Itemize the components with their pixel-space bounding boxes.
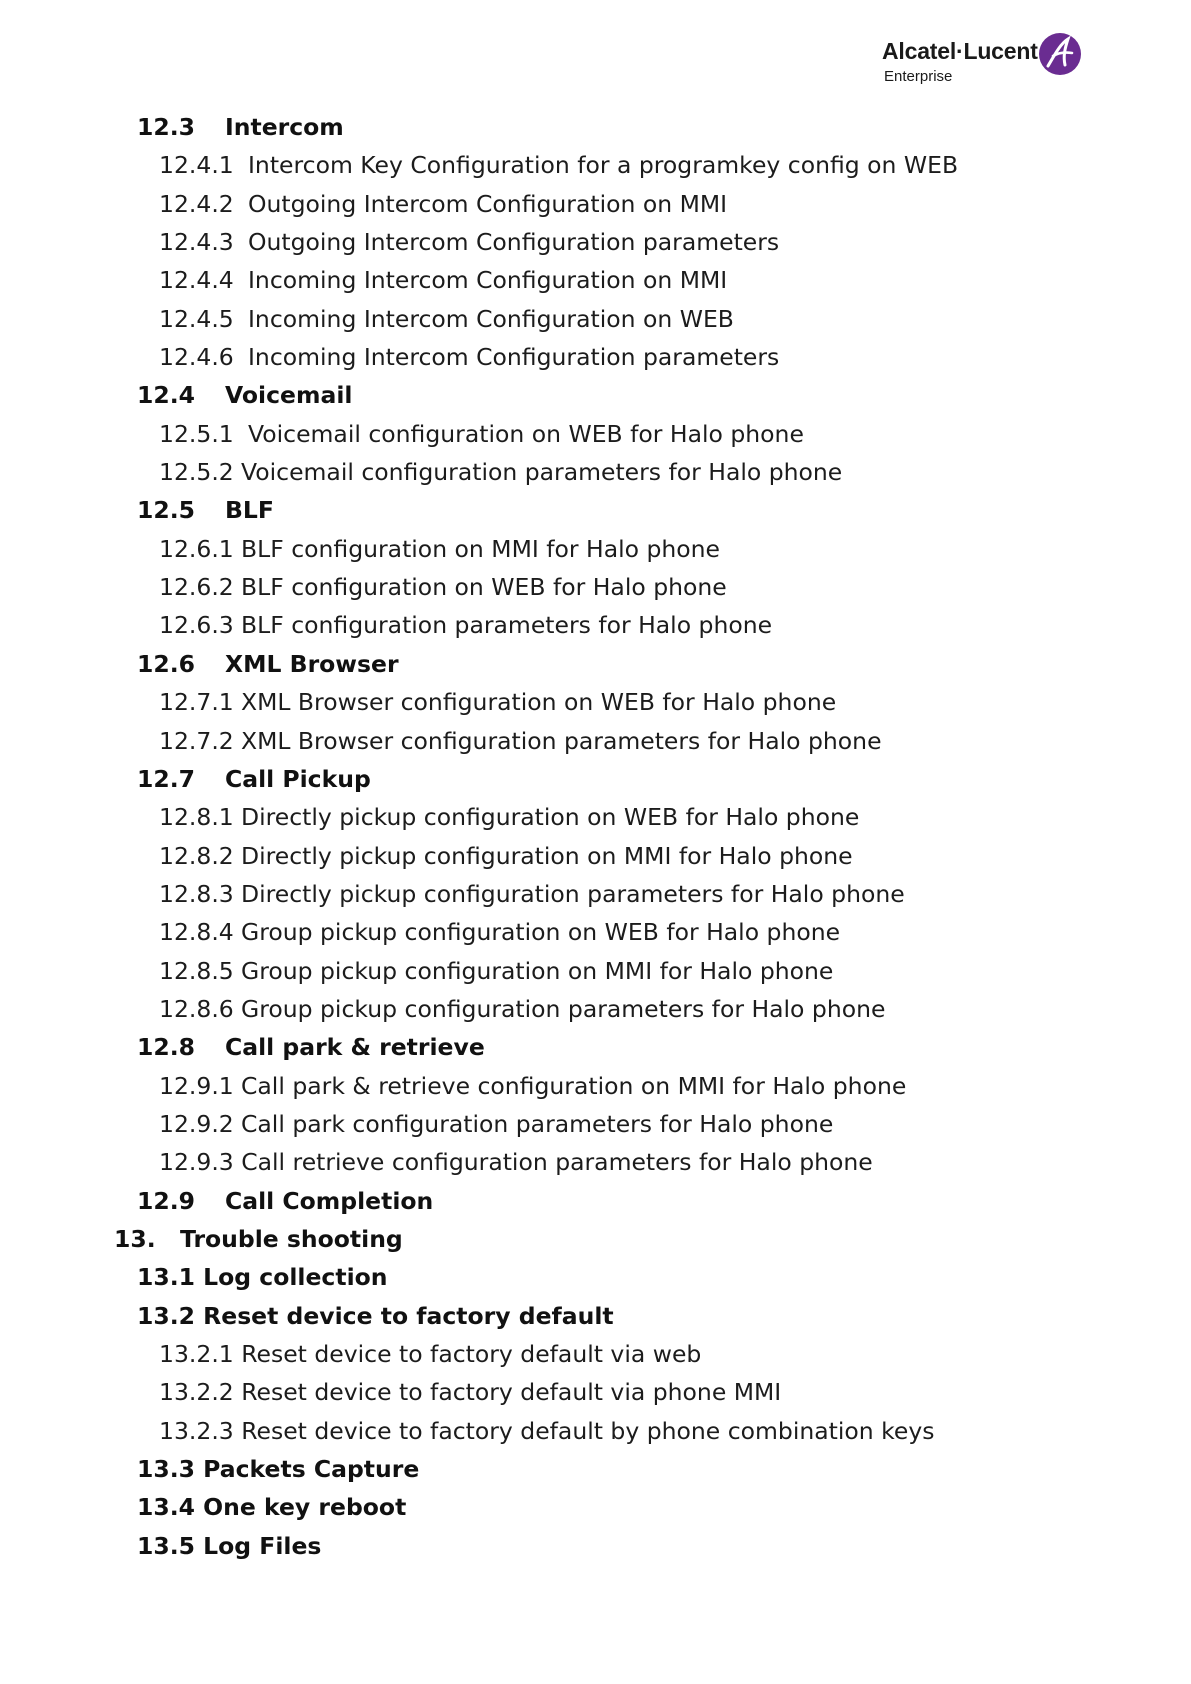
- toc-number: 12.5: [137, 496, 195, 525]
- toc-entry-13-4[interactable]: [0, 1488, 1191, 1526]
- toc-number: 12.4.3: [159, 228, 234, 257]
- toc-title: Voicemail: [225, 381, 353, 410]
- toc-entry-12-9-2[interactable]: [0, 1105, 1191, 1143]
- toc-entry-12-6-3[interactable]: [0, 606, 1191, 644]
- toc-title: Group pickup configuration on MMI for Halo phone: [241, 956, 834, 985]
- toc-entry-12-4-4[interactable]: [0, 261, 1191, 299]
- toc-entry-12-9-1[interactable]: [0, 1067, 1191, 1105]
- toc-entry-13[interactable]: [0, 1220, 1191, 1258]
- toc-number: 12.4.5: [159, 304, 234, 333]
- toc-number: 12.9.2: [159, 1109, 234, 1138]
- toc-entry-12-4[interactable]: [0, 376, 1191, 414]
- toc-entry-13-2-1[interactable]: [0, 1335, 1191, 1373]
- toc-title: Call park & retrieve: [225, 1033, 485, 1062]
- toc-title: 13.1 Log collection: [137, 1263, 388, 1292]
- toc-title: Voicemail configuration parameters for Halo phone: [241, 458, 843, 487]
- toc-entry-12-8-6[interactable]: [0, 990, 1191, 1028]
- toc-title: Directly pickup configuration on WEB for Halo phone: [241, 803, 860, 832]
- toc-number: 12.9: [137, 1186, 195, 1215]
- toc-title: 13.5 Log Files: [137, 1531, 322, 1560]
- toc-entry-12-9-3[interactable]: [0, 1143, 1191, 1181]
- toc-number: 12.5.2: [159, 458, 234, 487]
- toc-title: Directly pickup configuration parameters for Halo phone: [241, 879, 905, 908]
- toc-entry-12-4-2[interactable]: [0, 185, 1191, 223]
- toc-title: 13.2 Reset device to factory default: [137, 1301, 614, 1330]
- logo-brand-text: Alcatel·Lucent: [882, 38, 1038, 64]
- toc-entry-12-5-1[interactable]: [0, 415, 1191, 453]
- toc-title: Directly pickup configuration on MMI for Halo phone: [241, 841, 853, 870]
- toc-title: 13.4 One key reboot: [137, 1493, 407, 1522]
- toc-entry-12-8-2[interactable]: [0, 837, 1191, 875]
- toc-entry-12-4-1[interactable]: [0, 146, 1191, 184]
- toc-title: Call Pickup: [225, 764, 371, 793]
- company-logo: [882, 30, 1092, 90]
- toc-title: Group pickup configuration parameters for Halo phone: [241, 994, 886, 1023]
- toc-number: 12.4: [137, 381, 195, 410]
- toc-title: Incoming Intercom Configuration on WEB: [248, 304, 734, 333]
- toc-entry-13-5[interactable]: [0, 1527, 1191, 1565]
- toc-title: XML Browser configuration on WEB for Halo phone: [241, 688, 837, 717]
- toc-number: 12.6.2: [159, 573, 234, 602]
- toc-number: 12.5.1: [159, 419, 234, 448]
- toc-number: 12.8: [137, 1033, 195, 1062]
- toc-title: 13.3 Packets Capture: [137, 1455, 420, 1484]
- toc-entry-12-7-2[interactable]: [0, 722, 1191, 760]
- toc-entry-12-8-5[interactable]: [0, 952, 1191, 990]
- toc-title: BLF configuration on MMI for Halo phone: [241, 534, 721, 563]
- toc-entry-12-4-3[interactable]: [0, 223, 1191, 261]
- toc-entry-12-8-1[interactable]: [0, 798, 1191, 836]
- toc-number: 12.6: [137, 649, 195, 678]
- toc-entry-12-5[interactable]: [0, 491, 1191, 529]
- toc-entry-12-8[interactable]: [0, 1028, 1191, 1066]
- toc-title: Outgoing Intercom Configuration on MMI: [248, 189, 728, 218]
- toc-entry-13-3[interactable]: [0, 1450, 1191, 1488]
- toc-title: 13.2.3 Reset device to factory default by phone combination keys: [159, 1416, 935, 1445]
- toc-title: Call park configuration parameters for Halo phone: [241, 1109, 834, 1138]
- toc-title: XML Browser: [225, 649, 399, 678]
- toc-title: Trouble shooting: [180, 1224, 403, 1253]
- toc-entry-12-5-2[interactable]: [0, 453, 1191, 491]
- toc-number: 12.7.1: [159, 688, 234, 717]
- logo-sub-text: Enterprise: [884, 68, 953, 85]
- toc-number: 12.7: [137, 764, 195, 793]
- toc-title: XML Browser configuration parameters for Halo phone: [241, 726, 882, 755]
- toc-title: Call Completion: [225, 1186, 434, 1215]
- toc-entry-12-4-5[interactable]: [0, 300, 1191, 338]
- toc-number: 12.8.5: [159, 956, 234, 985]
- toc-number: 12.8.2: [159, 841, 234, 870]
- toc-title: Group pickup configuration on WEB for Halo phone: [241, 918, 841, 947]
- toc-entry-12-4-6[interactable]: [0, 338, 1191, 376]
- toc-number: 12.6.3: [159, 611, 234, 640]
- toc-number: 12.4.6: [159, 343, 234, 372]
- toc-number: 12.9.1: [159, 1071, 234, 1100]
- toc-number: 12.7.2: [159, 726, 234, 755]
- toc-entry-13-1[interactable]: [0, 1258, 1191, 1296]
- toc-title: 13.2.2 Reset device to factory default via phone MMI: [159, 1378, 782, 1407]
- toc-entry-12-7[interactable]: [0, 760, 1191, 798]
- toc-number: 12.6.1: [159, 534, 234, 563]
- toc-entry-13-2-3[interactable]: [0, 1412, 1191, 1450]
- toc-number: 12.8.6: [159, 994, 234, 1023]
- toc-title: Call park & retrieve configuration on MMI for Halo phone: [241, 1071, 907, 1100]
- toc-title: 12.9.3 Call retrieve configuration parameters for Halo phone: [159, 1148, 873, 1177]
- toc-entry-12-8-3[interactable]: [0, 875, 1191, 913]
- toc-title: 13.2.1 Reset device to factory default via web: [159, 1340, 702, 1368]
- toc-entry-12-6[interactable]: [0, 645, 1191, 683]
- logo-mark-icon: [1038, 32, 1082, 76]
- toc-entry-12-6-2[interactable]: [0, 568, 1191, 606]
- toc-number: 13.: [114, 1224, 156, 1253]
- table-of-contents: [0, 108, 1191, 1565]
- toc-title: Voicemail configuration on WEB for Halo phone: [248, 419, 804, 448]
- toc-entry-12-6-1[interactable]: [0, 530, 1191, 568]
- toc-number: 12.4.2: [159, 189, 234, 218]
- toc-entry-13-2-2[interactable]: [0, 1373, 1191, 1411]
- toc-number: 12.8.4: [159, 918, 234, 947]
- toc-title: Incoming Intercom Configuration on MMI: [248, 266, 728, 295]
- toc-number: 12.4.4: [159, 266, 234, 295]
- toc-title: Intercom Key Configuration for a programkey config on WEB: [248, 151, 959, 180]
- toc-entry-12-3[interactable]: [0, 108, 1191, 146]
- toc-entry-12-8-4[interactable]: [0, 913, 1191, 951]
- toc-entry-12-7-1[interactable]: [0, 683, 1191, 721]
- toc-title: Outgoing Intercom Configuration parameters: [248, 228, 780, 257]
- toc-title: BLF configuration on WEB for Halo phone: [241, 573, 727, 602]
- toc-number: 12.4.1: [159, 151, 234, 180]
- toc-entry-12-9[interactable]: [0, 1182, 1191, 1220]
- toc-number: 12.8.1: [159, 803, 234, 832]
- toc-entry-13-2[interactable]: [0, 1297, 1191, 1335]
- toc-title: BLF configuration parameters for Halo phone: [241, 611, 773, 640]
- toc-title: Incoming Intercom Configuration parameters: [248, 343, 780, 372]
- toc-title: Intercom: [225, 113, 344, 141]
- toc-number: 12.3: [137, 113, 195, 141]
- toc-title: BLF: [225, 496, 274, 525]
- toc-number: 12.8.3: [159, 879, 234, 908]
